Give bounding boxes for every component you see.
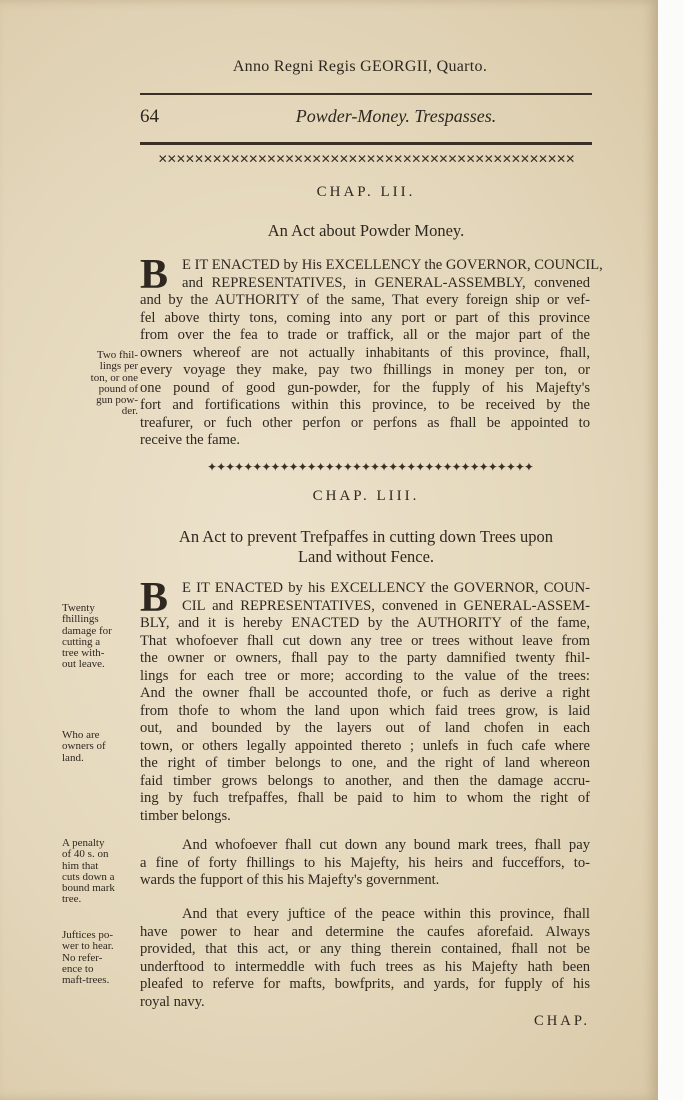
ornament-border: ✕✕✕✕✕✕✕✕✕✕✕✕✕✕✕✕✕✕✕✕✕✕✕✕✕✕✕✕✕✕✕✕✕✕✕✕✕✕✕✕✕✕✕✕✕✕ — [157, 152, 575, 166]
side-note-line: tree. — [62, 893, 82, 906]
body-line: owners whereof are not actually inhabitants of this province, fhall, — [140, 344, 590, 361]
act-title — [140, 221, 592, 241]
body-line: timber belongs. — [140, 807, 231, 824]
body-line: And that every juftice of the peace within this province, fhall — [182, 906, 590, 922]
body-line: That whofoever fhall cut down any tree or trees without leave from — [140, 632, 590, 649]
side-note-line: bound mark — [62, 882, 115, 895]
act-title-line: An Act about Powder Money. — [267, 221, 465, 240]
act-body — [140, 252, 603, 450]
act-title — [140, 527, 592, 567]
body-line: and REPRESENTATIVES, in GENERAL-ASSEMBLY, convened — [182, 274, 590, 291]
side-note-line: damage for — [62, 624, 112, 637]
side-note — [62, 350, 138, 418]
body-line: faid timber grows belongs to another, and then the damage accru- — [140, 772, 590, 789]
body-line: every voyage they make, pay two fhillings in money per ton, or — [140, 362, 590, 378]
body-line: E IT ENACTED by His EXCELLENCY the GOVERNOR, COUNCIL, — [182, 257, 603, 273]
side-note-line: out leave. — [62, 658, 105, 671]
body-line: And the owner fhall be accounted thofe, or fuch as derive a right — [140, 685, 590, 701]
body-line: And whofoever fhall cut down any bound mark trees, fhall pay — [182, 837, 590, 853]
heading-rule — [140, 142, 592, 145]
side-note-line: Twenty — [62, 602, 95, 614]
act-title-line: Land without Fence. — [297, 547, 435, 566]
side-note-line: land. — [62, 751, 84, 764]
body-line: fel above thirty tons, coming into any port or part of this province — [140, 309, 590, 326]
body-line: ing by fuch trefpaffes, fhall be paid to him to whom the right of — [140, 790, 590, 806]
body-line: E IT ENACTED by his EXCELLENCY the GOVERNOR, COUN- — [182, 580, 590, 596]
page-heading: Powder-Money. Trespasses. — [295, 106, 497, 126]
act-body-paragraph — [140, 837, 590, 890]
side-note-line: gun pow- — [96, 394, 138, 407]
body-line: a fine of forty fhillings to his Majefty, his heirs and fucceffors, to- — [140, 854, 590, 871]
body-line: fort and fortifications within this province, to be received by the — [140, 397, 590, 413]
catchword: CHAP. — [534, 1013, 590, 1029]
side-note-line: tree with- — [62, 647, 105, 660]
side-note-line: fhillings — [62, 613, 99, 626]
body-line: wards the fupport of this his Majefty's government. — [140, 872, 440, 888]
side-note-line: lings per — [99, 360, 138, 373]
side-note — [62, 838, 138, 906]
running-head: Anno Regni Regis GEORGII, Quarto. — [232, 58, 488, 75]
chapter-number: CHAP. LII. — [316, 184, 416, 200]
side-note — [62, 603, 138, 671]
side-note-line: him that — [62, 859, 99, 872]
side-note-line: maft-trees. — [62, 974, 110, 987]
body-line: out, and bounded by the layers out of land chofen in each — [140, 720, 590, 736]
side-note-line: owners of — [62, 740, 106, 753]
side-note-line: Juftices po- — [62, 929, 114, 941]
body-line: one pound of good gun-powder, for the fupply of his Majefty's — [140, 379, 590, 396]
body-line: have power to hear and determine the caufes aforefaid. Always — [140, 923, 590, 940]
body-line: underftood to intermeddle with fuch trees as his Majefty hath been — [140, 958, 590, 975]
side-note-line: cutting a — [62, 635, 101, 648]
body-line: receive the fame. — [140, 432, 241, 448]
body-line: and by the AUTHORITY of the same, That every foreign ship or vef- — [140, 292, 590, 308]
page-number: 64 — [140, 106, 159, 127]
body-line: from over the fea to trade or traffick, all or the major part of the — [140, 327, 590, 343]
body-line: CIL and REPRESENTATIVES, convened in GENERAL-ASSEM- — [182, 597, 590, 614]
body-line: royal navy. — [140, 993, 205, 1010]
ornament-divider: ✦✦✦✦✦✦✦✦✦✦✦✦✦✦✦✦✦✦✦✦✦✦✦✦✦✦✦✦✦✦✦✦✦✦✦✦ — [207, 460, 533, 474]
chapter-number: CHAP. LIII. — [312, 488, 420, 504]
header-rule — [140, 93, 592, 95]
side-note-line: ton, or one — [90, 371, 138, 384]
side-note-line: Who are — [62, 729, 100, 741]
body-line: lings for each tree or more; according to the value of the trees: — [140, 667, 590, 684]
side-note-line: A penalty — [62, 837, 105, 849]
body-line: from thofe to whom the land upon which faid trees grow, is laid — [140, 702, 590, 719]
side-note-line: cuts down a — [62, 870, 115, 883]
side-note-line: Two fhil- — [96, 349, 138, 361]
side-note-line: of 40 s. on — [62, 848, 109, 861]
side-note-line: No refer- — [62, 951, 103, 964]
body-line: provided, that this act, or any thing therein contained, fhall not be — [140, 941, 590, 957]
body-line: the right of timber belongs to one, and the right of land whereon — [140, 755, 590, 771]
body-line: BLY, and it is hereby ENACTED by the AUTHORITY of the fame, — [140, 615, 590, 631]
side-note-line: pound of — [98, 382, 138, 395]
side-note — [62, 930, 138, 986]
body-line: pleafed to referve for mafts, bowfprits, and yards, for fupply of his — [140, 976, 590, 992]
catchword-row — [140, 1013, 590, 1033]
body-line: the owner or owners, fhall pay to the party damnified twenty fhil- — [140, 650, 590, 666]
act-title-line: An Act to prevent Trefpaffes in cutting down Trees upon — [178, 527, 554, 546]
side-note-line: ence to — [62, 962, 94, 975]
side-note — [62, 730, 138, 764]
body-line: town, or others legally appointed thereto ; unlefs in fuch cafe where — [140, 737, 590, 754]
act-body-paragraph — [140, 906, 590, 1011]
drop-cap: B — [140, 252, 169, 298]
side-note-line: wer to hear. — [62, 940, 114, 953]
body-line: treafurer, or fuch other perfon or perfons as fhall be appointed to — [140, 414, 590, 431]
side-note-line: der. — [121, 405, 138, 418]
drop-cap: B — [140, 575, 169, 621]
act-body — [140, 575, 590, 825]
